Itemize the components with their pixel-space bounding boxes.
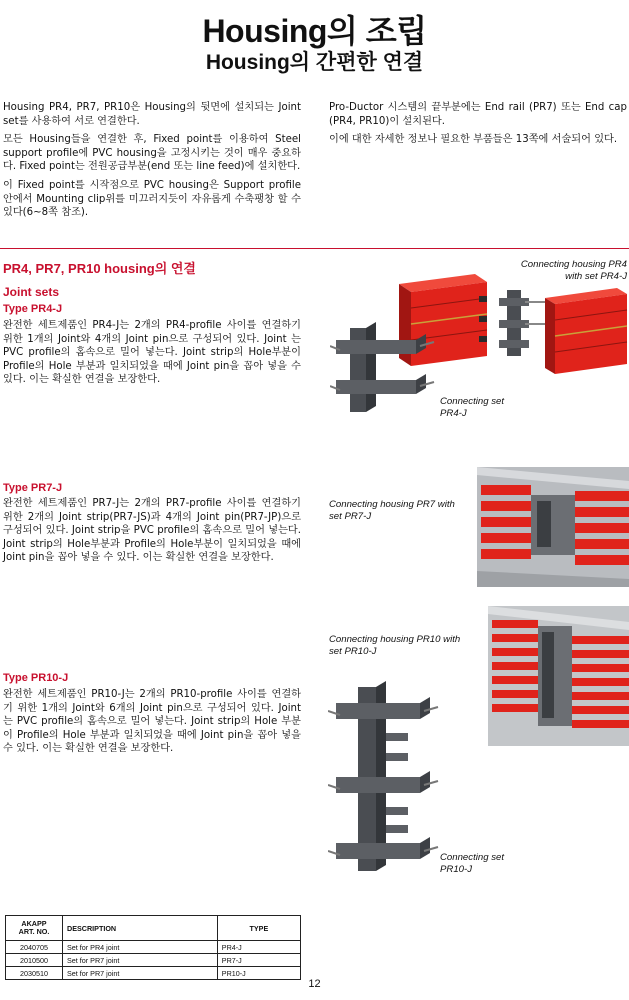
- pr4-description: 완전한 세트제품인 PR4-J는 2개의 PR4-profile 사이를 연결하기 위한 1개의 Joint와 4개의 Joint pin으로 구성되어 있다. Joint 는 PVC profile의 홈속으로 밀어 넣는다. Joint strip의 Hole부분이 Profile의 Hole 부분과 일치되었을 때에 Joint pin을 꼽아 넣을 수 있다. 이는 확실한 연결을 보장한다.: [3, 320, 301, 386]
- intro-left-column: [3, 101, 301, 220]
- pr10-housing-illustration: [488, 606, 629, 746]
- pr10-description: 완전한 세트제품인 PR10-J는 2개의 PR10-profile 사이를 연결하기 위한 1개의 Joint와 6개의 Joint pin으로 구성되어 있다. Joint 는 PVC profile의 홈속으로 밀어 넣는다. Joint strip의 Hole 부분이 Profile의 Hole 부분과 일치되었을 때에 Joint pin을 꼽아 넣을 수 있다. 이는 확실한 연결을 보장한다.: [3, 689, 301, 755]
- joint-pr4: [499, 290, 545, 356]
- table-row: 2040705 Set for PR4 joint PR4-J: [6, 941, 301, 954]
- pr4-connecting-set-illustration: [330, 318, 440, 422]
- pr7-housing-illustration: [477, 467, 629, 587]
- col-header-type: TYPE: [217, 916, 300, 941]
- intro-paragraph-2: 모든 Housing들을 연결한 후, Fixed point를 이용하여 Steel support profile에 PVC housing을 고정시키는 것이 매우 중요하다. Fixed point는 전원공급부분(end 또는 line feed)에 설치한다.: [3, 134, 301, 173]
- caption-pr4-set: Connecting set PR4-J: [440, 396, 504, 419]
- col-header-art-no: AKAPP ART. NO.: [6, 916, 63, 941]
- page-subtitle: Housing의 간편한 연결: [205, 51, 424, 74]
- intro-paragraph-5: 이에 대한 자세한 정보나 필요한 부품들은 13쪽에 서술되어 있다.: [329, 134, 618, 146]
- pr10-connecting-set-illustration: [328, 677, 440, 881]
- joint-sets-heading: Joint sets: [3, 285, 60, 299]
- type-pr7-heading: Type PR7-J: [3, 482, 63, 494]
- table-row: 2030510 Set for PR7 joint PR10-J: [6, 967, 301, 980]
- type-pr10-heading: Type PR10-J: [3, 672, 69, 684]
- caption-pr10-set: Connecting set PR10-J: [440, 852, 504, 875]
- right-housing-pr4: [545, 288, 627, 374]
- pr7-description: 완전한 세트제품인 PR7-J는 2개의 PR7-profile 사이를 연결하기 위한 2개의 Joint strip(PR7-JS)과 4개의 Joint pin(PR7-JP)으로 구성되어 있다. Joint strip을 PVC profile의 홈속으로 밀어 넣는다. Joint strip의 Hole부분과 Profile의 Hole부분이 일치되었을 때에 Joint pin을 꼽아 넣을 수 있다. 이는 확실한 연결을 보장한다.: [3, 498, 301, 564]
- intro-paragraph-1: Housing PR4, PR7, PR10은 Housing의 뒷면에 설치되는 Joint set를 사용하여 서로 연결한다.: [3, 102, 301, 127]
- intro-right-column: [329, 101, 627, 147]
- table-row: 2010500 Set for PR7 joint PR7-J: [6, 954, 301, 967]
- type-pr4-heading: Type PR4-J: [3, 303, 63, 315]
- intro-paragraph-4: Pro-Ductor 시스템의 끝부분에는 End rail (PR7) 또는 End cap (PR4, PR10)이 설치된다.: [329, 102, 627, 127]
- col-header-description: DESCRIPTION: [63, 916, 218, 941]
- table-header-row: [6, 916, 301, 941]
- caption-pr7-housing: Connecting housing PR7 with set PR7-J: [329, 499, 455, 522]
- page-number: 12: [308, 978, 321, 990]
- section-divider: [0, 248, 629, 249]
- parts-table: [5, 915, 301, 980]
- page-title: Housing의 조립: [202, 13, 427, 49]
- section-heading: PR4, PR7, PR10 housing의 연결: [3, 261, 196, 276]
- caption-pr4-housing: Connecting housing PR4 with set PR4-J: [520, 259, 627, 282]
- caption-pr10-housing: Connecting housing PR10 with set PR10-J: [329, 634, 461, 657]
- intro-paragraph-3: 이 Fixed point를 시작점으로 PVC housing은 Support profile 안에서 Mounting clip위를 미끄러지듯이 자유롭게 수축팽창 할 수 있다(6~8쪽 참조).: [3, 179, 301, 219]
